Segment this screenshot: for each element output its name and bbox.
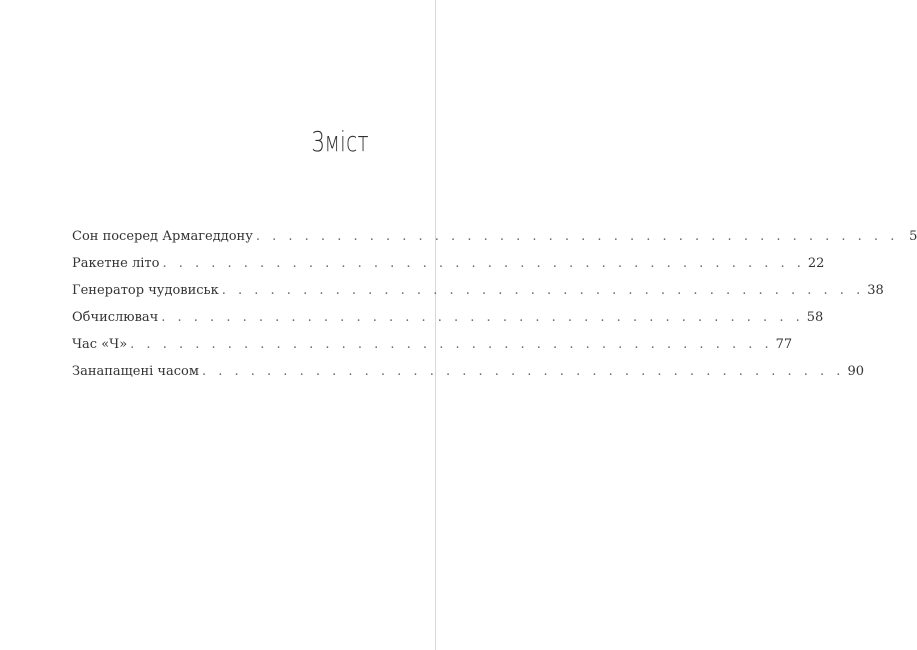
toc-entry-title: Занапащені часом	[72, 364, 199, 379]
toc-entry-title: Генератор чудовиськ	[72, 283, 219, 298]
dot-leader: . . . . . . . . . . . . . . . . . . . . . . . . . . . . . . . . . . . . . . . .	[255, 229, 899, 244]
dot-leader: . . . . . . . . . . . . . . . . . . . . . . . . . . . . . . . . . . . . . . . .	[221, 283, 865, 298]
toc-entry-page: 38	[867, 283, 884, 298]
toc-entry-page: 77	[775, 337, 793, 352]
toc-entry-title: Обчислювач	[72, 310, 159, 325]
toc-list	[72, 223, 917, 385]
dot-leader: . . . . . . . . . . . . . . . . . . . . . . . . . . . . . . . . . . . . . . . .	[162, 256, 805, 271]
toc-entry	[72, 304, 824, 331]
toc-entry	[72, 358, 864, 385]
toc-entry-title: Ракетне літо	[72, 256, 160, 271]
toc-entry	[72, 250, 825, 277]
toc-entry-page: 58	[806, 310, 824, 325]
toc-entry-page: 90	[847, 364, 864, 379]
toc-entry-page: 22	[807, 256, 825, 271]
toc-entry-page: 5	[909, 229, 917, 244]
toc-entry	[72, 223, 917, 250]
dot-leader: . . . . . . . . . . . . . . . . . . . . . . . . . . . . . . . . . . . . . . . .	[130, 337, 773, 352]
toc-entry-title: Сон посеред Армагеддону	[72, 229, 253, 244]
toc-entry-title: Час «Ч»	[72, 337, 128, 352]
toc-title: Зміст	[311, 125, 369, 158]
dot-leader: . . . . . . . . . . . . . . . . . . . . . . . . . . . . . . . . . . . . . . . .	[161, 310, 804, 325]
toc-entry	[72, 331, 793, 358]
dot-leader: . . . . . . . . . . . . . . . . . . . . . . . . . . . . . . . . . . . . . . . .	[201, 364, 845, 379]
toc-entry	[72, 277, 884, 304]
